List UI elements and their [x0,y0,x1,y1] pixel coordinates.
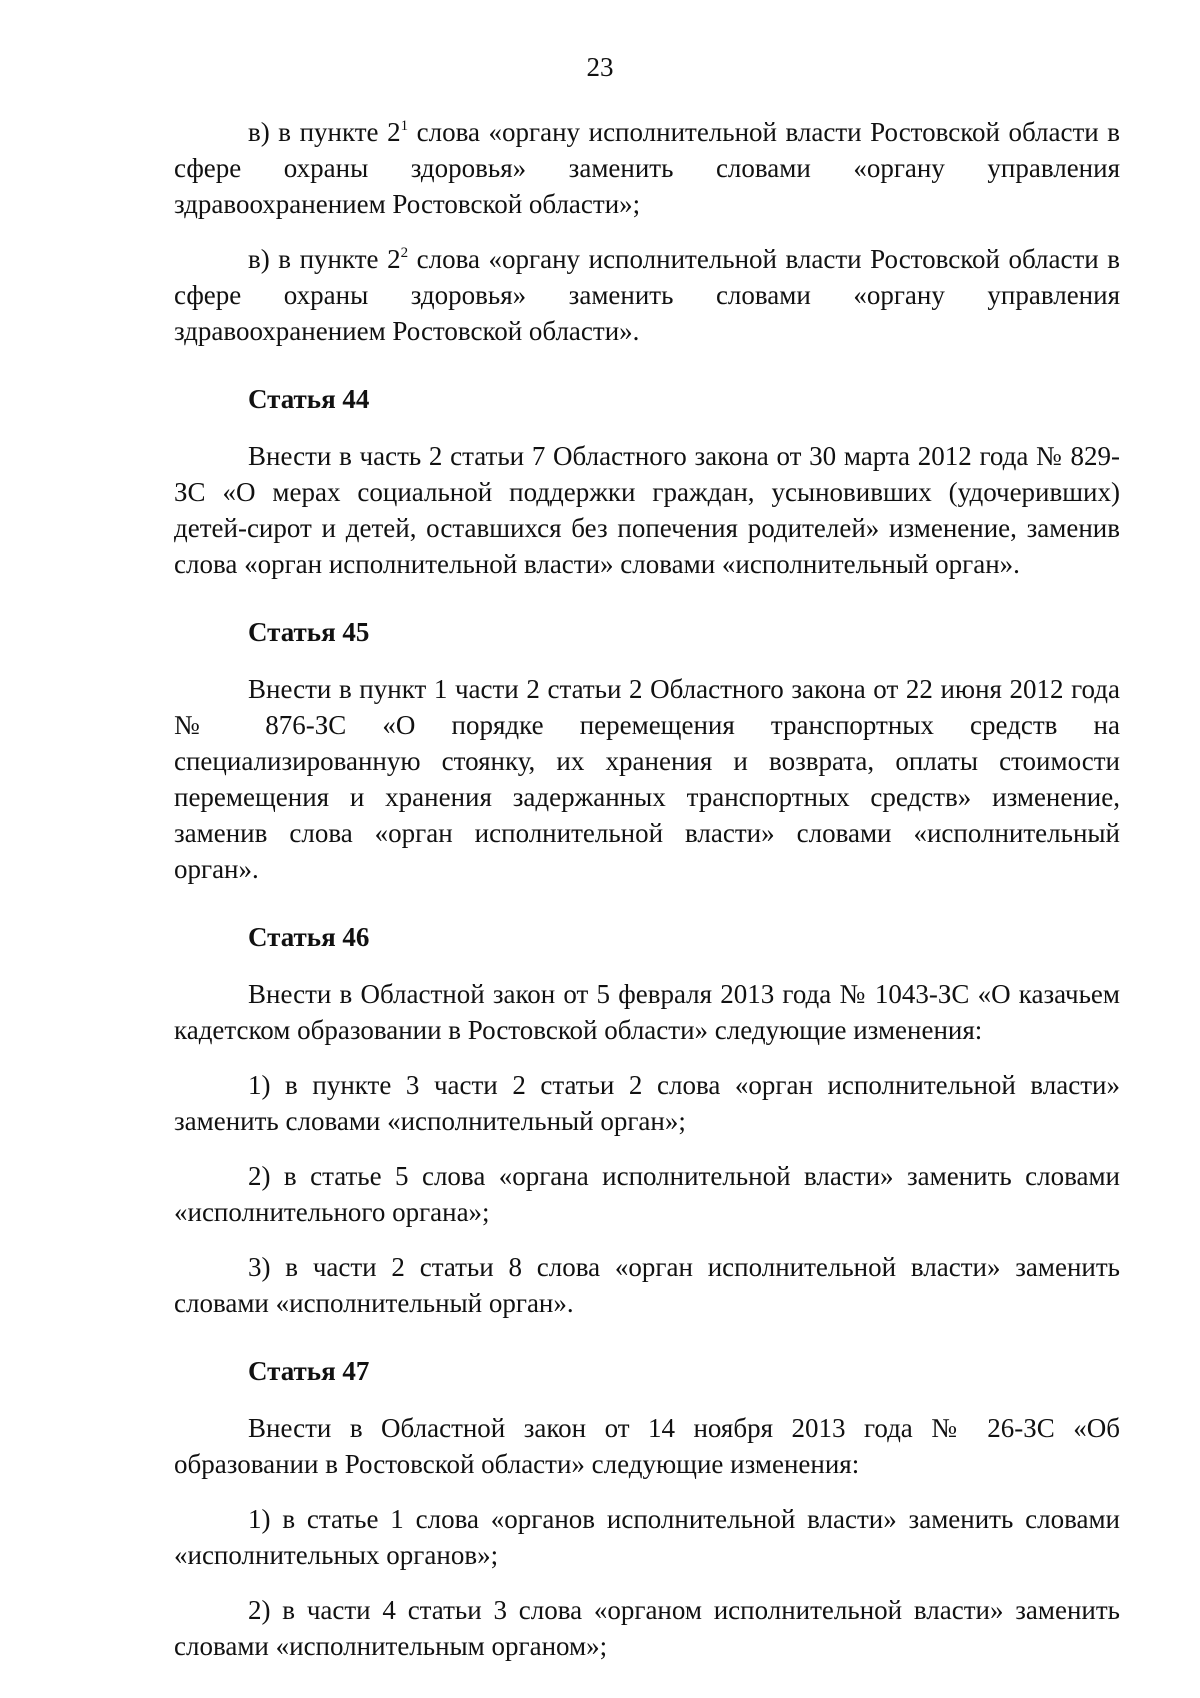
page-number: 23 [586,52,614,82]
article-heading: Статья 44 [248,384,370,414]
paragraph-text: Внести в Областной закон от 14 ноября 2013 года № 26-ЗС «Об образовании в Ростовской области» следующие изменения: [174,1413,1120,1479]
paragraph [174,241,1120,349]
superscript: 1 [400,118,409,134]
paragraph-text: слова «органу исполнительной власти Ростовской области в сфере охраны здоровья» заменить словами «органу управления здравоохранением Ростовской области»; [174,117,1120,219]
article-heading: Статья 47 [248,1356,370,1386]
superscript: 2 [400,245,409,261]
paragraph [174,1067,1120,1139]
paragraph-text: Внести в часть 2 статьи 7 Областного закона от 30 марта 2012 года № 829-ЗС «О мерах социальной поддержки граждан, усыновивших (удочеривших) детей-сирот и детей, оставшихся без попечения родителей» изменение, заменив слова «орган исполнительной власти» словами «исполнительный орган». [174,441,1120,579]
paragraph [174,114,1120,222]
paragraph [174,1410,1120,1482]
paragraph-text: 1) в статье 1 слова «органов исполнительной власти» заменить словами «исполнительных органов»; [174,1504,1120,1570]
paragraph-text: 1) в пункте 3 части 2 статьи 2 слова «орган исполнительной власти» заменить словами «исполнительный орган»; [174,1070,1120,1136]
article-heading: Статья 45 [248,617,370,647]
paragraph-text: в) в пункте 2 [248,244,401,274]
paragraph-text: в) в пункте 2 [248,117,401,147]
paragraph [174,1249,1120,1321]
paragraph-text: 3) в части 2 статьи 8 слова «орган исполнительной власти» заменить словами «исполнительный орган». [174,1252,1120,1318]
paragraph-text: слова «органу исполнительной власти Ростовской области в сфере охраны здоровья» заменить словами «органу управления здравоохранением Ростовской области». [174,244,1120,346]
paragraph [174,1501,1120,1573]
paragraph-text: Внести в Областной закон от 5 февраля 2013 года № 1043-ЗС «О казачьем кадетском образовании в Ростовской области» следующие изменения: [174,979,1120,1045]
article-heading: Статья 46 [248,922,370,952]
paragraph [174,671,1120,887]
paragraph [174,438,1120,582]
paragraph [174,1158,1120,1230]
paragraph-text: 2) в части 4 статьи 3 слова «органом исполнительной власти» заменить словами «исполнительным органом»; [174,1595,1120,1661]
paragraph-text: Внести в пункт 1 части 2 статьи 2 Областного закона от 22 июня 2012 года № 876-ЗС «О порядке перемещения транспортных средств на специализированную стоянку, их хранения и возврата, оплаты стоимости перемещения и хранения задержанных транспортных средств» изменение, заменив слова «орган исполнительной власти» словами «исполнительный орган». [174,674,1120,884]
paragraph-text: 2) в статье 5 слова «органа исполнительной власти» заменить словами «исполнительного органа»; [174,1161,1120,1227]
document-body [174,114,1120,1683]
paragraph [174,1592,1120,1664]
paragraph [174,976,1120,1048]
